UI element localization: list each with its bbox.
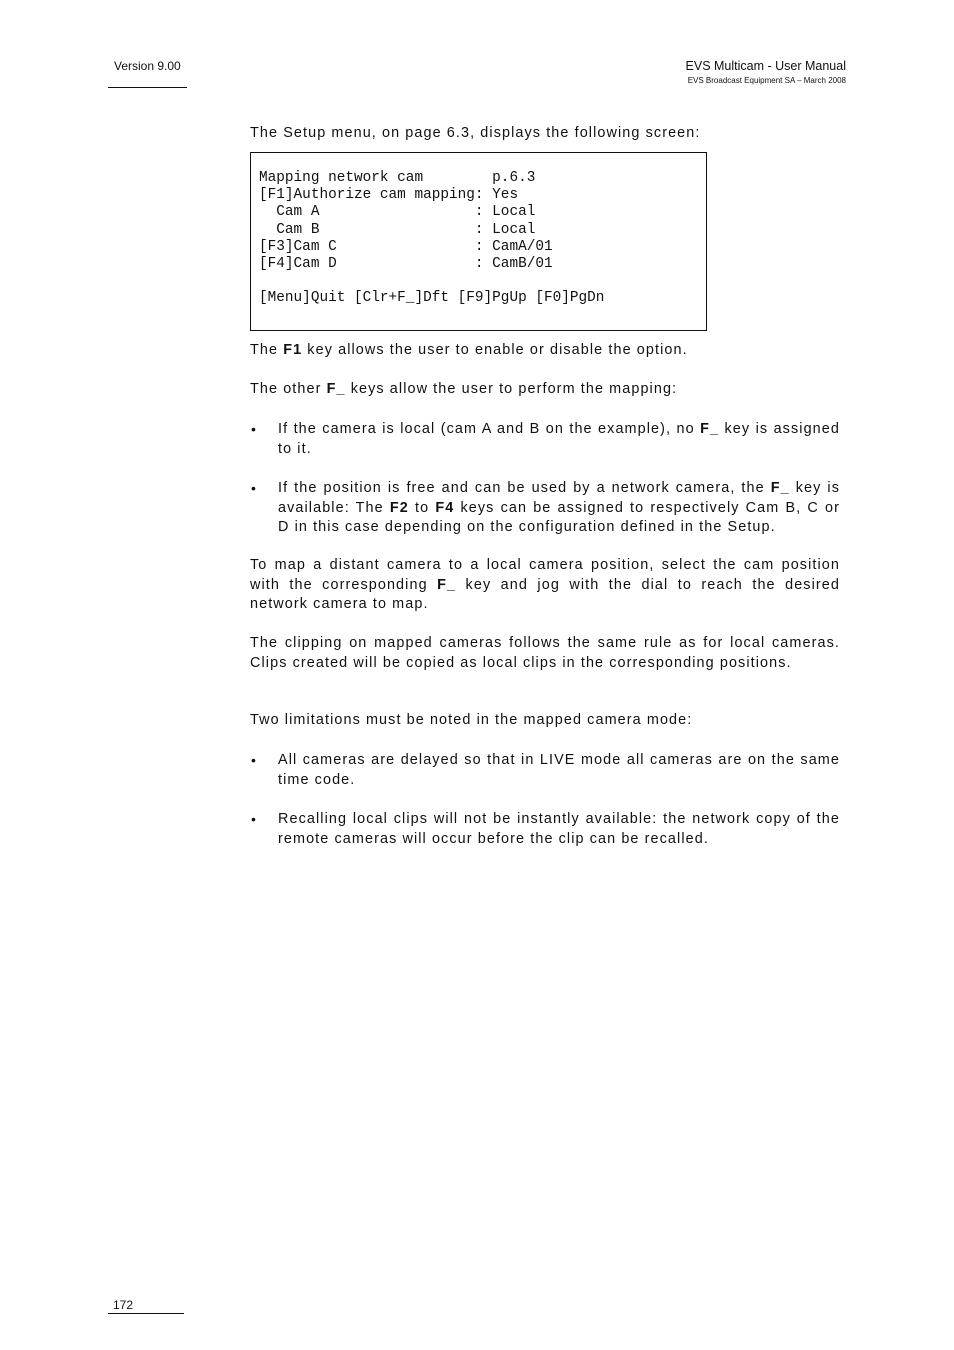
bullet-text-part: key is available: The (278, 480, 840, 516)
bullet-text-part: If the camera is local (cam A and B on the example), no (278, 421, 701, 437)
bullet-text: All cameras are delayed so that in LIVE mode all cameras are on the same time code. (278, 752, 840, 788)
setup-screen-text (259, 170, 604, 308)
screen-line: Cam A : Local (259, 204, 536, 221)
other-text-pre: The other (250, 381, 327, 397)
screen-line: [F3]Cam C : CamA/01 (259, 238, 553, 255)
bullet-text-part: to (408, 499, 436, 516)
manual-subtitle: EVS Broadcast Equipment SA – March 2008 (687, 76, 846, 85)
map-text-pre: To map a distant camera to a local camera position, select the cam position with the corresponding (250, 557, 840, 593)
other-key: F_ (326, 381, 346, 397)
other-text-post: keys allow the user to perform the mapping: (345, 381, 678, 397)
f1-text-post: key allows the user to enable or disable the option. (302, 342, 688, 358)
header-rule (108, 87, 187, 88)
screen-line: [F4]Cam D : CamB/01 (259, 256, 553, 273)
limitations-paragraph: Two limitations must be noted in the mapped camera mode: (250, 712, 693, 728)
version-label: Version 9.00 (114, 59, 181, 73)
other-keys-paragraph (250, 380, 840, 400)
bullet-text (278, 420, 840, 459)
screen-line: [Menu]Quit [Clr+F_]Dft [F9]PgUp [F0]PgDn (259, 290, 605, 307)
bullet-key: F4 (435, 499, 455, 516)
setup-screen-box (250, 152, 707, 331)
bullet-text (278, 479, 840, 538)
footer-rule (108, 1313, 184, 1314)
map-key: F_ (437, 576, 457, 593)
screen-line: Mapping network cam p.6.3 (259, 170, 536, 186)
bullet-text-part: If the position is free and can be used by a network camera, the (278, 480, 771, 496)
clipping-paragraph: The clipping on mapped cameras follows the same rule as for local cameras. Clips created will be copied as local clips in the corresponding positions. (250, 635, 840, 671)
bullet-icon: • (251, 752, 256, 768)
bullet-key: F_ (770, 480, 790, 496)
screen-line: Cam B : Local (259, 221, 536, 238)
f1-key: F1 (283, 342, 303, 358)
manual-title: EVS Multicam - User Manual (685, 59, 846, 73)
map-paragraph (250, 556, 840, 615)
map-text-post: key and jog with the dial to reach the desired network camera to map. (250, 576, 840, 612)
bullet-icon: • (251, 811, 256, 827)
bullet-text: Recalling local clips will not be instantly available: the network copy of the remote cameras will occur before the clip can be recalled. (278, 811, 840, 847)
page-number: 172 (113, 1298, 134, 1312)
bullet-key: F2 (389, 499, 409, 516)
bullet-icon: • (251, 421, 256, 437)
bullet-text-part: keys can be assigned to respectively Cam B, C or D in this case depending on the configuration defined in the Setup. (278, 499, 841, 535)
bullet-icon: • (251, 480, 256, 496)
f1-text-pre: The (250, 342, 284, 358)
intro-paragraph: The Setup menu, on page 6.3, displays the following screen: (250, 125, 701, 141)
bullet-key: F_ (700, 421, 720, 437)
f1-paragraph (250, 341, 840, 361)
screen-line: [F1]Authorize cam mapping: Yes (259, 187, 519, 204)
bullet-text-part: key is assigned to it. (278, 421, 840, 457)
